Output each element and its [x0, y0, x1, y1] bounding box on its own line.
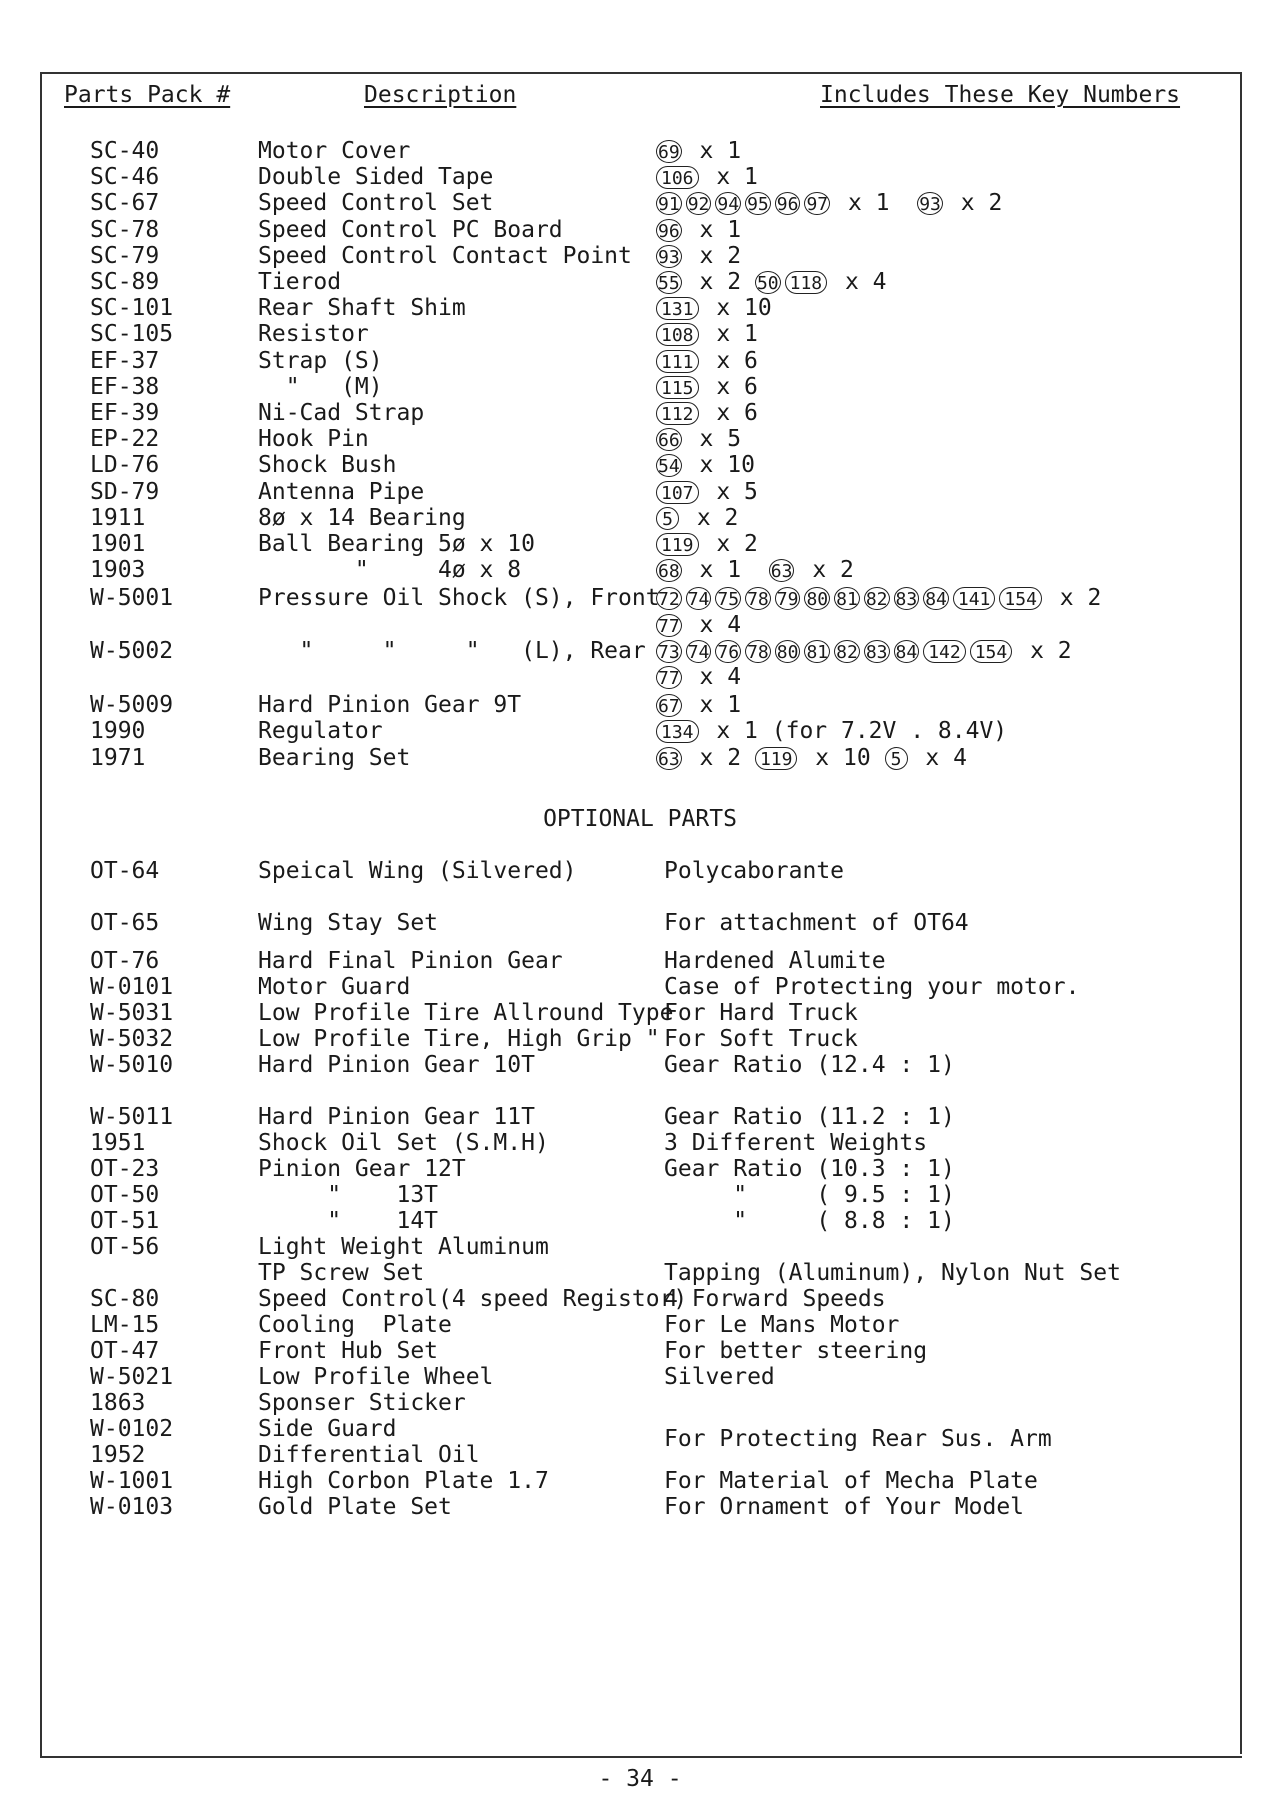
optional-part-number: 1863 [90, 1390, 146, 1416]
key-number-circle: 119 [755, 747, 798, 770]
header-description: Description [364, 82, 517, 108]
part-description: Speed Control PC Board [258, 216, 563, 243]
key-number-circle: 142 [923, 640, 966, 663]
part-number: SC-40 [90, 138, 160, 164]
key-quantity: x 4 [911, 744, 967, 771]
optional-part-note: For Hard Truck [664, 1000, 858, 1026]
key-number-circle: 68 [658, 561, 680, 583]
optional-part-note: For Le Mans Motor [664, 1312, 900, 1338]
key-quantity: x 1 (for 7.2V . 8.4V) [702, 718, 1008, 745]
part-number: W-5001 [90, 585, 174, 612]
part-description: Speed Control Set [258, 190, 494, 217]
key-numbers [656, 217, 741, 243]
optional-part-number: W-5031 [90, 1000, 174, 1026]
key-number-circle: 74 [687, 589, 710, 611]
key-number-circle: 76 [717, 641, 740, 663]
optional-part-description: Sponser Sticker [258, 1390, 466, 1416]
key-numbers [656, 612, 741, 638]
key-quantity: x 1 [834, 190, 918, 217]
key-number-circle: 108 [656, 323, 699, 346]
key-number-circle: 50 [756, 273, 779, 294]
optional-part-description: Hard Pinion Gear 10T [258, 1052, 535, 1078]
key-number-circle: 82 [865, 589, 888, 611]
key-numbers [656, 374, 758, 400]
optional-part-description: Gold Plate Set [258, 1494, 452, 1520]
key-number-circle: 54 [658, 456, 680, 478]
optional-part-number: OT-47 [90, 1338, 160, 1364]
part-description: Hard Pinion Gear 9T [258, 692, 522, 719]
header-key-numbers: Includes These Key Numbers [820, 82, 1181, 108]
key-quantity: x 5 [702, 478, 758, 505]
key-number-circle: 78 [747, 589, 769, 611]
key-number-circle: 95 [747, 194, 769, 216]
key-quantity: x 1 [685, 557, 769, 584]
part-number: W-5009 [90, 692, 174, 719]
part-description: Pressure Oil Shock (S), Front [258, 585, 660, 612]
key-number-circle: 78 [747, 641, 769, 663]
part-number: SC-46 [90, 164, 160, 191]
optional-part-note: " ( 8.8 : 1) [664, 1208, 955, 1234]
optional-part-description: Cooling Plate [258, 1312, 452, 1338]
page-frame [40, 72, 1242, 1758]
page-frame-right [1240, 72, 1242, 1754]
part-number: SC-78 [90, 216, 160, 243]
key-numbers [656, 557, 854, 583]
optional-part-note: For Ornament of Your Model [664, 1494, 1025, 1520]
optional-part-description: Low Profile Tire, High Grip " [258, 1026, 660, 1052]
optional-part-number: OT-23 [90, 1156, 160, 1182]
key-number-circle: 69 [658, 142, 680, 163]
key-number-circle: 63 [770, 561, 793, 583]
key-numbers [656, 426, 741, 452]
optional-part-number: W-5032 [90, 1026, 174, 1052]
part-number: 1903 [90, 557, 146, 584]
optional-part-number: W-5021 [90, 1364, 174, 1390]
key-numbers [656, 243, 741, 269]
part-number: SC-79 [90, 242, 160, 269]
part-number: W-5002 [90, 637, 174, 664]
optional-part-note: " ( 9.5 : 1) [664, 1182, 955, 1208]
part-number: SD-79 [90, 478, 160, 505]
optional-part-description: " 13T [258, 1182, 439, 1208]
optional-part-description: Low Profile Tire Allround Type [258, 1000, 674, 1026]
optional-part-description: Side Guard [258, 1416, 397, 1442]
optional-part-note: Gear Ratio (10.3 : 1) [664, 1156, 955, 1182]
part-number: SC-67 [90, 190, 160, 217]
part-description: " (M) [258, 373, 383, 400]
key-number-circle: 81 [836, 589, 858, 611]
key-numbers [656, 664, 741, 690]
key-quantity: x 2 [702, 531, 758, 557]
optional-part-number: LM-15 [90, 1312, 160, 1338]
key-quantity: x 1 [685, 216, 742, 243]
part-number: 1901 [90, 531, 146, 557]
optional-part-number: OT-65 [90, 910, 160, 936]
key-number-circle: 154 [970, 640, 1013, 663]
optional-part-description: " 14T [258, 1208, 439, 1234]
part-number: SC-101 [90, 295, 174, 322]
part-description: " 4ø x 8 [258, 557, 522, 584]
part-number: EF-38 [90, 373, 160, 400]
optional-part-number: W-0102 [90, 1416, 174, 1442]
optional-part-number: OT-76 [90, 948, 160, 974]
optional-part-number: W-1001 [90, 1468, 174, 1494]
part-number: 1971 [90, 744, 146, 771]
part-number: EF-39 [90, 400, 160, 426]
optional-part-note: Hardened Alumite [664, 948, 886, 974]
optional-part-number: SC-80 [90, 1286, 160, 1312]
key-number-circle: 131 [656, 297, 699, 320]
part-description: Rear Shaft Shim [258, 295, 466, 322]
key-number-circle: 55 [658, 273, 680, 294]
key-quantity: x 1 [702, 164, 758, 191]
optional-part-note: For Soft Truck [664, 1026, 858, 1052]
key-numbers [656, 745, 967, 771]
key-number-circle: 72 [658, 589, 680, 611]
key-numbers [656, 138, 741, 164]
key-quantity: x 2 [683, 504, 739, 531]
part-description: Bearing Set [258, 744, 411, 771]
key-number-circle: 96 [776, 194, 799, 216]
key-quantity: x 2 [1045, 585, 1102, 612]
part-description: Speed Control Contact Point [258, 242, 632, 269]
key-number-circle: 5 [656, 507, 679, 530]
key-numbers [656, 638, 1072, 664]
optional-part-number: OT-56 [90, 1234, 160, 1260]
key-number-circle: 111 [656, 350, 699, 373]
key-number-circle: 81 [806, 641, 829, 663]
optional-part-number: 1951 [90, 1130, 146, 1156]
key-number-circle: 5 [885, 747, 908, 770]
part-description: Antenna Pipe [258, 478, 425, 505]
key-numbers [656, 164, 758, 190]
optional-part-note: Tapping (Aluminum), Nylon Nut Set [664, 1260, 1121, 1286]
key-quantity: x 2 [1016, 637, 1072, 664]
key-quantity: x 6 [702, 373, 758, 400]
part-description: Motor Cover [258, 138, 411, 164]
key-number-circle: 80 [806, 589, 829, 611]
key-quantity: x 4 [831, 269, 887, 295]
key-number-circle: 92 [687, 194, 710, 216]
optional-part-description: Motor Guard [258, 974, 411, 1000]
optional-part-number: OT-50 [90, 1182, 160, 1208]
optional-part-description: Hard Pinion Gear 11T [258, 1104, 535, 1130]
key-number-circle: 77 [658, 615, 680, 637]
part-description: Ni-Cad Strap [258, 400, 425, 426]
optional-part-number: W-0103 [90, 1494, 174, 1520]
part-description: Double Sided Tape [258, 164, 494, 191]
part-description: Strap (S) [258, 347, 383, 374]
part-description: Ball Bearing 5ø x 10 [258, 531, 535, 557]
optional-part-description: Light Weight Aluminum [258, 1234, 549, 1260]
key-numbers [656, 531, 758, 557]
key-quantity: x 1 [685, 138, 742, 164]
part-description: " " " (L), Rear [258, 637, 646, 664]
part-number: SC-105 [90, 321, 174, 348]
optional-part-number: W-0101 [90, 974, 174, 1000]
part-number: 1911 [90, 504, 146, 531]
key-numbers [656, 692, 741, 718]
key-numbers [656, 321, 758, 347]
header-parts-pack: Parts Pack # [64, 82, 231, 108]
part-number: LD-76 [90, 452, 160, 479]
optional-part-note: Gear Ratio (11.2 : 1) [664, 1104, 955, 1130]
part-description: Tierod [258, 269, 342, 295]
optional-part-note: Case of Protecting your motor. [664, 974, 1080, 1000]
key-number-circle: 74 [687, 641, 710, 663]
key-number-circle: 79 [776, 589, 799, 611]
key-number-circle: 67 [658, 696, 680, 718]
optional-part-number: 1952 [90, 1442, 146, 1468]
key-number-circle: 93 [658, 246, 680, 268]
optional-part-description: Pinion Gear 12T [258, 1156, 466, 1182]
key-number-circle: 73 [658, 641, 680, 663]
key-numbers [656, 348, 758, 374]
optional-part-description: Wing Stay Set [258, 910, 439, 936]
key-numbers [656, 400, 758, 426]
key-number-circle: 91 [658, 194, 680, 216]
key-quantity: x 2 [946, 190, 1003, 217]
optional-part-description: Front Hub Set [258, 1338, 439, 1364]
optional-part-description: High Corbon Plate 1.7 [258, 1468, 549, 1494]
key-number-circle: 77 [658, 668, 680, 689]
optional-part-description: Speical Wing (Silvered) [258, 858, 577, 884]
optional-part-note: For Material of Mecha Plate [664, 1468, 1038, 1494]
optional-part-note: Polycaborante [664, 858, 845, 884]
key-number-circle: 134 [656, 720, 699, 743]
key-quantity: x 10 [801, 744, 885, 771]
key-numbers [656, 585, 1101, 611]
key-number-circle: 141 [953, 587, 996, 610]
key-quantity: x 2 [798, 557, 854, 584]
key-quantity: x 1 [702, 321, 758, 348]
part-number: EP-22 [90, 426, 160, 453]
key-numbers [656, 718, 1007, 744]
key-number-circle: 119 [656, 533, 699, 556]
optional-part-description: Differential Oil [258, 1442, 480, 1468]
key-number-circle: 115 [656, 376, 699, 399]
part-description: Regulator [258, 718, 383, 745]
optional-parts-heading: OPTIONAL PARTS [543, 806, 737, 832]
key-number-circle: 154 [999, 587, 1042, 610]
key-number-circle: 66 [658, 430, 680, 452]
optional-part-number: OT-51 [90, 1208, 160, 1234]
key-quantity: x 10 [702, 295, 772, 322]
key-number-circle: 96 [658, 220, 680, 242]
part-number: EF-37 [90, 347, 160, 374]
key-numbers [656, 505, 738, 531]
page-number: - 34 - [598, 1766, 682, 1792]
optional-part-description: TP Screw Set [258, 1260, 425, 1286]
key-quantity: x 2 [685, 269, 755, 295]
optional-part-description: Hard Final Pinion Gear [258, 948, 563, 974]
key-number-circle: 75 [717, 589, 740, 611]
optional-part-note: For attachment of OT64 [664, 910, 969, 936]
key-number-circle: 93 [919, 194, 941, 216]
key-number-circle: 107 [656, 481, 699, 504]
optional-part-number: W-5010 [90, 1052, 174, 1078]
optional-part-note: For Protecting Rear Sus. Arm [664, 1426, 1052, 1452]
key-number-circle: 94 [717, 194, 740, 216]
key-number-circle: 97 [806, 194, 829, 216]
key-number-circle: 106 [656, 166, 699, 189]
key-number-circle: 80 [776, 641, 799, 663]
key-numbers [656, 269, 887, 295]
key-quantity: x 2 [685, 744, 755, 771]
key-quantity: x 5 [685, 426, 742, 453]
key-quantity: x 2 [685, 242, 742, 269]
part-number: 1990 [90, 718, 146, 745]
key-number-circle: 83 [865, 641, 888, 663]
part-description: Shock Bush [258, 452, 397, 479]
key-number-circle: 84 [895, 641, 918, 663]
key-quantity: x 10 [685, 452, 755, 479]
optional-part-description: Low Profile Wheel [258, 1364, 494, 1390]
optional-part-note: 3 Different Weights [664, 1130, 928, 1156]
key-quantity: x 4 [685, 664, 742, 690]
optional-part-note: Silvered [664, 1364, 775, 1390]
optional-part-number: W-5011 [90, 1104, 174, 1130]
part-description: Resistor [258, 321, 369, 348]
key-number-circle: 83 [895, 589, 918, 611]
key-number-circle: 118 [785, 271, 828, 294]
part-number: SC-89 [90, 269, 160, 295]
key-number-circle: 112 [656, 402, 699, 425]
key-numbers [656, 190, 1002, 216]
key-quantity: x 1 [685, 692, 742, 719]
part-description: 8ø x 14 Bearing [258, 504, 466, 531]
optional-part-description: Speed Control(4 speed Registor) [258, 1286, 688, 1312]
key-numbers [656, 452, 755, 478]
key-quantity: x 4 [685, 611, 742, 638]
key-number-circle: 84 [925, 589, 947, 611]
key-numbers [656, 479, 758, 505]
key-quantity: x 6 [702, 400, 758, 426]
optional-part-description: Shock Oil Set (S.M.H) [258, 1130, 549, 1156]
optional-part-note: 4 Forward Speeds [664, 1286, 886, 1312]
optional-part-number: OT-64 [90, 858, 160, 884]
part-description: Hook Pin [258, 426, 369, 453]
key-quantity: x 6 [702, 347, 758, 374]
optional-part-note: Gear Ratio (12.4 : 1) [664, 1052, 955, 1078]
optional-part-note: For better steering [664, 1338, 928, 1364]
key-number-circle: 82 [836, 641, 858, 663]
key-number-circle: 63 [658, 748, 680, 770]
key-numbers [656, 295, 772, 321]
